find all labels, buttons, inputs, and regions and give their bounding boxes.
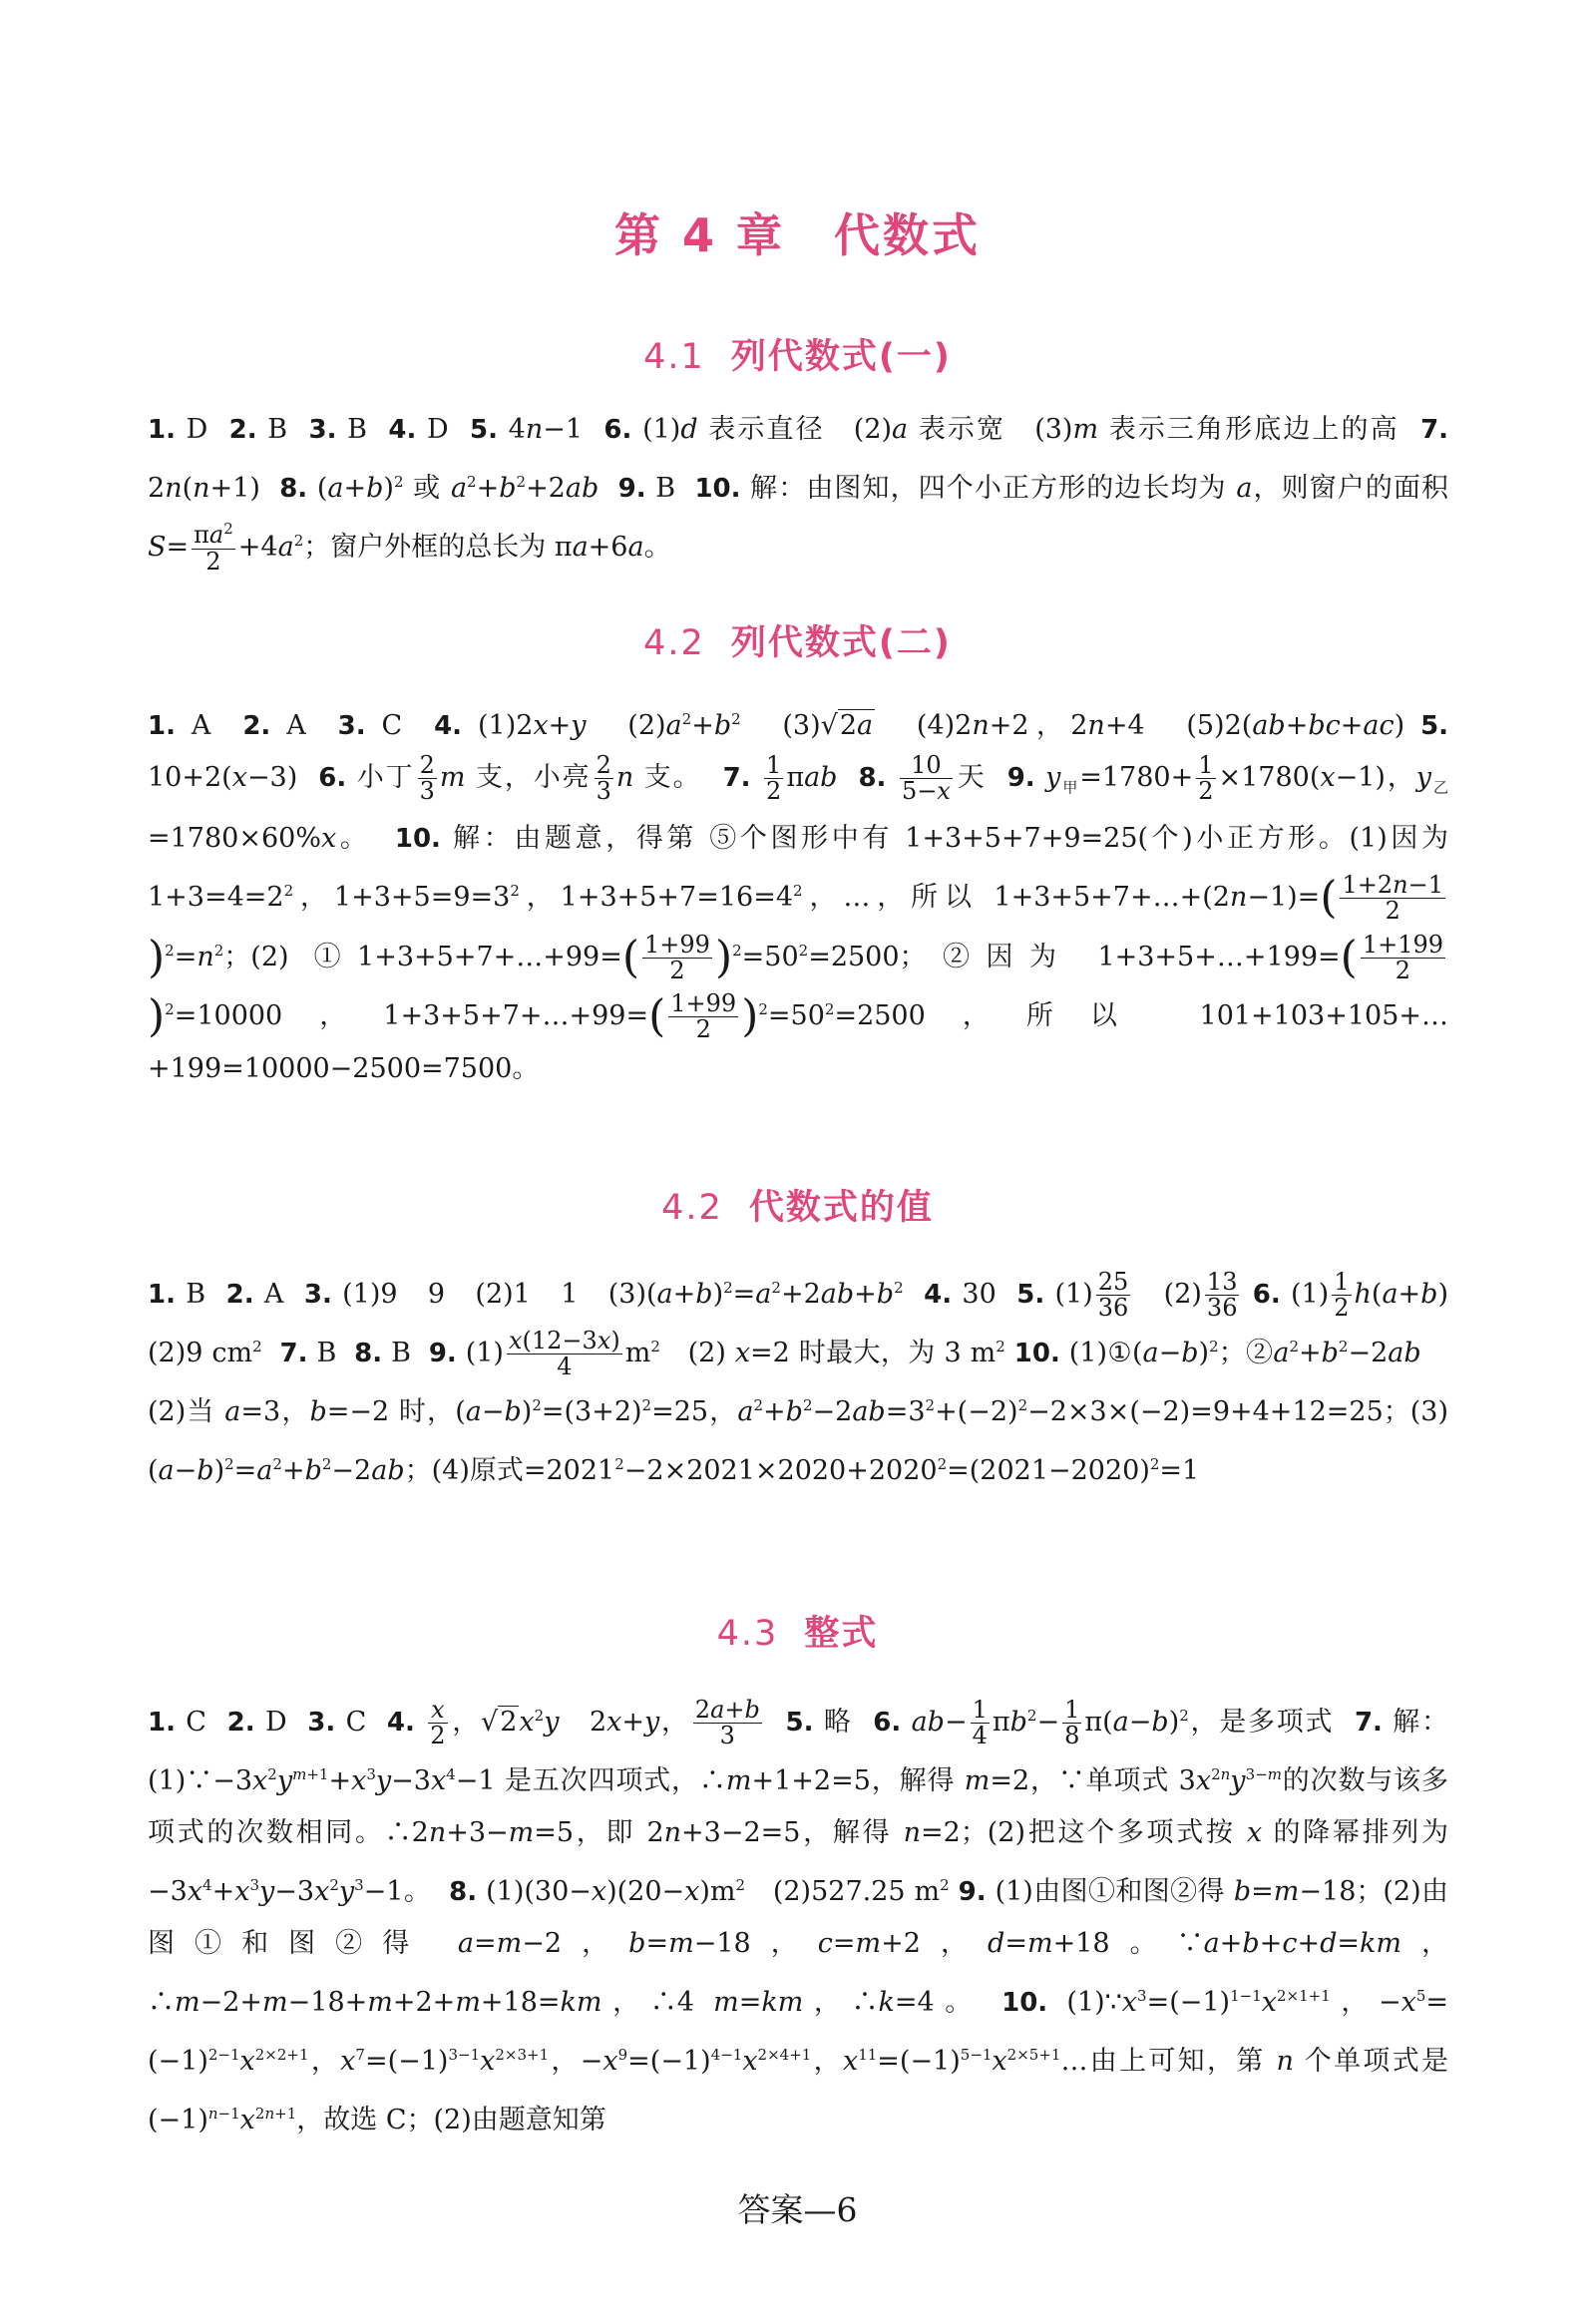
answers-4-3: 1. C 2. D 3. C 4. $\frac{x}{2}$ ，$√2x^2y$ 2x+y， $\frac{2a+b}{3}$ 5. 略 6. ab− $\frac{1}{4}$ $\pi b^2-$ $\frac{1}{8}$ $\pi(a-b)^2$，是多项式 7. 解：$(1)\because-3x^2y^{m+1}+x^3y-3x^4-1$ 是五次四项式，∴m+1+2=5，解得 m=2，∵单项式 $3x^{2n}y^{3-m}$的次数与该多项式的次数相同。∴2n+3−m=5，即 2n+3−2=5，解得 n=2；(2)把这个多项式按 x 的降幂排列为$-3x^4+x^3y-3x^2y^3-1$。 8. $(1)(30-x)(20-x)m^2$ (2)527.25 $m^2$ 9. (1)由图①和图②得 b=m−18；(2)由图①和图②得 a=m−2，b=m−18，c=m+2，d=m+18。∵a+b+c+d=km，∴m−2+m−18+m+2+m+18=km，∴4 m=km，∴k=4。 10. $(1)\because x^3=(-1)^{1-1}x^{2\times 1+1}$，$-x^5=(-1)^{2-1}x^{2\times 2+1}$，$x^7=(-1)^{3-1}x^{2\times 3+1}$，$-x^9=(-1)^{4-1}x^{2\times 4+1}$，$x^{11}=(-1)^{5-1}x^{2\times 5+1}\dots$由上可知，第 n 个单项式是$(-1)^{n-1}x^{2n+1}$，故选 C；(2)由题意知第 [148, 1695, 1449, 2136]
section-name: 整式 [804, 1614, 879, 1654]
section-name: 列代数式(一) [730, 337, 952, 377]
section-title-4-2a [0, 615, 1595, 665]
section-number: 4.2 [643, 623, 705, 663]
answers-4-2b: 1. B 2. A 3. (1)9 9 (2)1 1 $(3)(a+b)^2=a^2+2ab+b^2$ 4. 30 5. (1) $\frac{25}{36}$ (2) $\frac{13}{36}$ 6. (1) $\frac{1}{2}$ h(a+b) (2)9 $cm^2$ 7. B 8. B 9. (1) $\frac{x(12-3x)}{4}$ $m^2$ (2) x=2 时最大，为 3 $m^2$ 10. $(1)①(a-b)^2$；$②a^2+b^2-2ab$ (2)当 a=3，b=−2 时，$(a-b)^2=(3+2)^2=25$，$a^2+b^2-2ab=3^2+(-2)^2-2\times 3\times(-2)=9+4+12=25$；$(3)(a-b)^2=a^2+b^2-2ab$；(4)原式$=2021^2-2\times 2021\times 2020+2020^2=(2021-2020)^2=1$ [148, 1267, 1476, 1487]
section-title-4-1 [0, 329, 1595, 379]
page-footer: 答案—6 [737, 2190, 858, 2229]
section-number: 4.1 [643, 337, 705, 377]
answers-4-1: 1. D 2. B 3. B 4. D 5. 4n−1 6. (1)d 表示直径 (2)a 表示宽 (3)m 表示三角形底边上的高 7. 2n(n+1) 8. $(a+b)^2$ 或 $a^2+b^2+2ab$ 9. B 10. 解：由图知，四个小正方形的边长均为 a，则窗户的面积 S= $\frac{\pi a^2}{2}$ $+4a^2$；窗户外框的总长为 πa+6a。 [148, 414, 1449, 576]
section-name: 代数式的值 [748, 1188, 934, 1228]
answers-4-2a: 1. A 2. A 3. C 4. (1)2x+y $(2)a^2+b^2$ (3)√2a (4)2n+2，2n+4 (5)2(ab+bc+ac) 5. 10+2(x−3) 6. 小丁 $\frac{2}{3}$ m 支，小亮 $\frac{2}{3}$ n 支。 7. $\frac{1}{2}$ πab 8. $\frac{10}{5-x}$ 天 9. $y_甲=1780+$ $\frac{1}{2}$ ×1780(x−1)，$y_乙=1780\times 60\%x$。 10. 解：由题意，得第 ⑤个图形中有 1+3+5+7+9=25(个)小正方形。(1)因为 $1+3=4=2^2$，$1+3+5=9=3^2$，$1+3+5+7=16=4^2$，…，所以 1+3+5+7+…+(2n−1)=( $\frac{1+2n-1}{2}$ )$^2=n^2$；(2) ①1+3+5+7+…+99=( $\frac{1+99}{2}$ )$^2=50^2=2500$；②因为 1+3+5+…+199=( $\frac{1+199}{2}$ )$^2$=10000，1+3+5+7+…+99=( $\frac{1+99}{2}$ )$^2=50^2=2500$，所以 101+103+105+…+199=10000−2500=7500。 [148, 710, 1449, 1084]
section-number: 4.2 [661, 1188, 723, 1228]
section-title-4-2b [0, 1180, 1595, 1230]
chapter-title: 第 4 章 代数式 [613, 208, 982, 262]
section-title-4-3 [0, 1606, 1595, 1656]
section-name: 列代数式(二) [730, 623, 952, 663]
section-number: 4.3 [716, 1614, 779, 1654]
